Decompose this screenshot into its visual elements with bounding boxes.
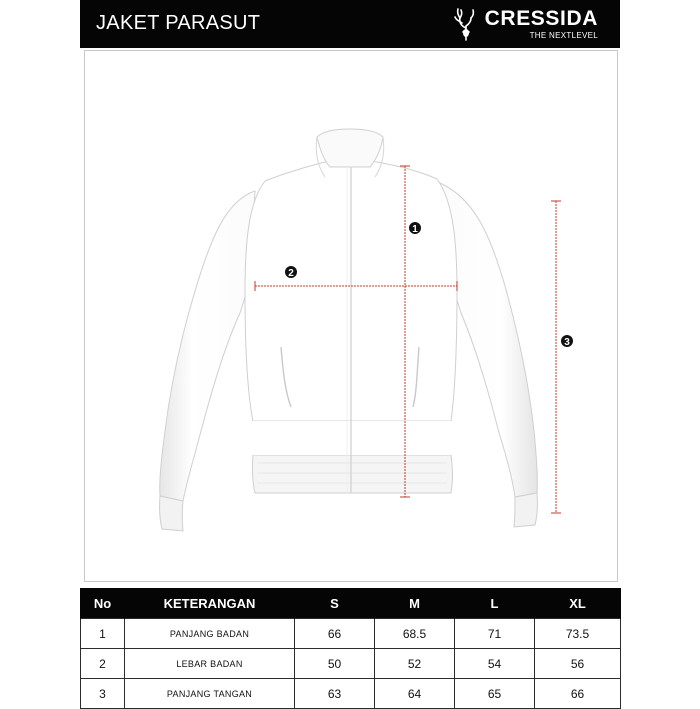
marker-1-label: 1 (412, 224, 418, 235)
table-row (81, 649, 621, 679)
measure-sleeve-length (551, 201, 561, 513)
col-no: No (81, 588, 125, 619)
jacket-illustration (84, 50, 618, 582)
marker-3 (561, 335, 573, 348)
table-row (81, 679, 621, 709)
row-xl: 73.5 (535, 619, 621, 649)
header-bar (80, 0, 620, 48)
row-m: 68.5 (375, 619, 455, 649)
row-label: PANJANG TANGAN (125, 679, 295, 709)
marker-3-label: 3 (564, 337, 570, 348)
row-xl: 66 (535, 679, 621, 709)
row-l: 65 (455, 679, 535, 709)
row-s: 66 (295, 619, 375, 649)
col-l: L (455, 588, 535, 619)
row-label: LEBAR BADAN (125, 649, 295, 679)
row-m: 52 (375, 649, 455, 679)
row-no: 3 (81, 679, 125, 709)
brand-tagline: THE NEXTLEVEL (529, 31, 598, 40)
deer-logo-icon (453, 6, 479, 42)
left-sleeve (160, 191, 255, 501)
row-s: 50 (295, 649, 375, 679)
row-l: 54 (455, 649, 535, 679)
row-no: 1 (81, 619, 125, 649)
marker-2-label: 2 (288, 268, 294, 279)
row-no: 2 (81, 649, 125, 679)
col-xl: XL (535, 588, 621, 619)
row-xl: 56 (535, 649, 621, 679)
waistband (252, 455, 452, 493)
right-cuff (514, 493, 537, 527)
row-label: PANJANG BADAN (125, 619, 295, 649)
col-keterangan: KETERANGAN (125, 588, 295, 619)
product-title: JAKET PARASUT (96, 12, 261, 34)
size-chart-card (80, 0, 620, 700)
brand-logo (485, 6, 598, 44)
table-row (81, 619, 621, 649)
size-table (80, 588, 621, 709)
collar (317, 129, 383, 167)
size-table-header (81, 588, 621, 619)
brand-name: CRESSIDA (484, 7, 598, 30)
left-cuff (160, 496, 183, 531)
col-m: M (375, 588, 455, 619)
row-l: 71 (455, 619, 535, 649)
row-m: 64 (375, 679, 455, 709)
col-s: S (295, 588, 375, 619)
row-s: 63 (295, 679, 375, 709)
jacket-svg (85, 51, 617, 581)
